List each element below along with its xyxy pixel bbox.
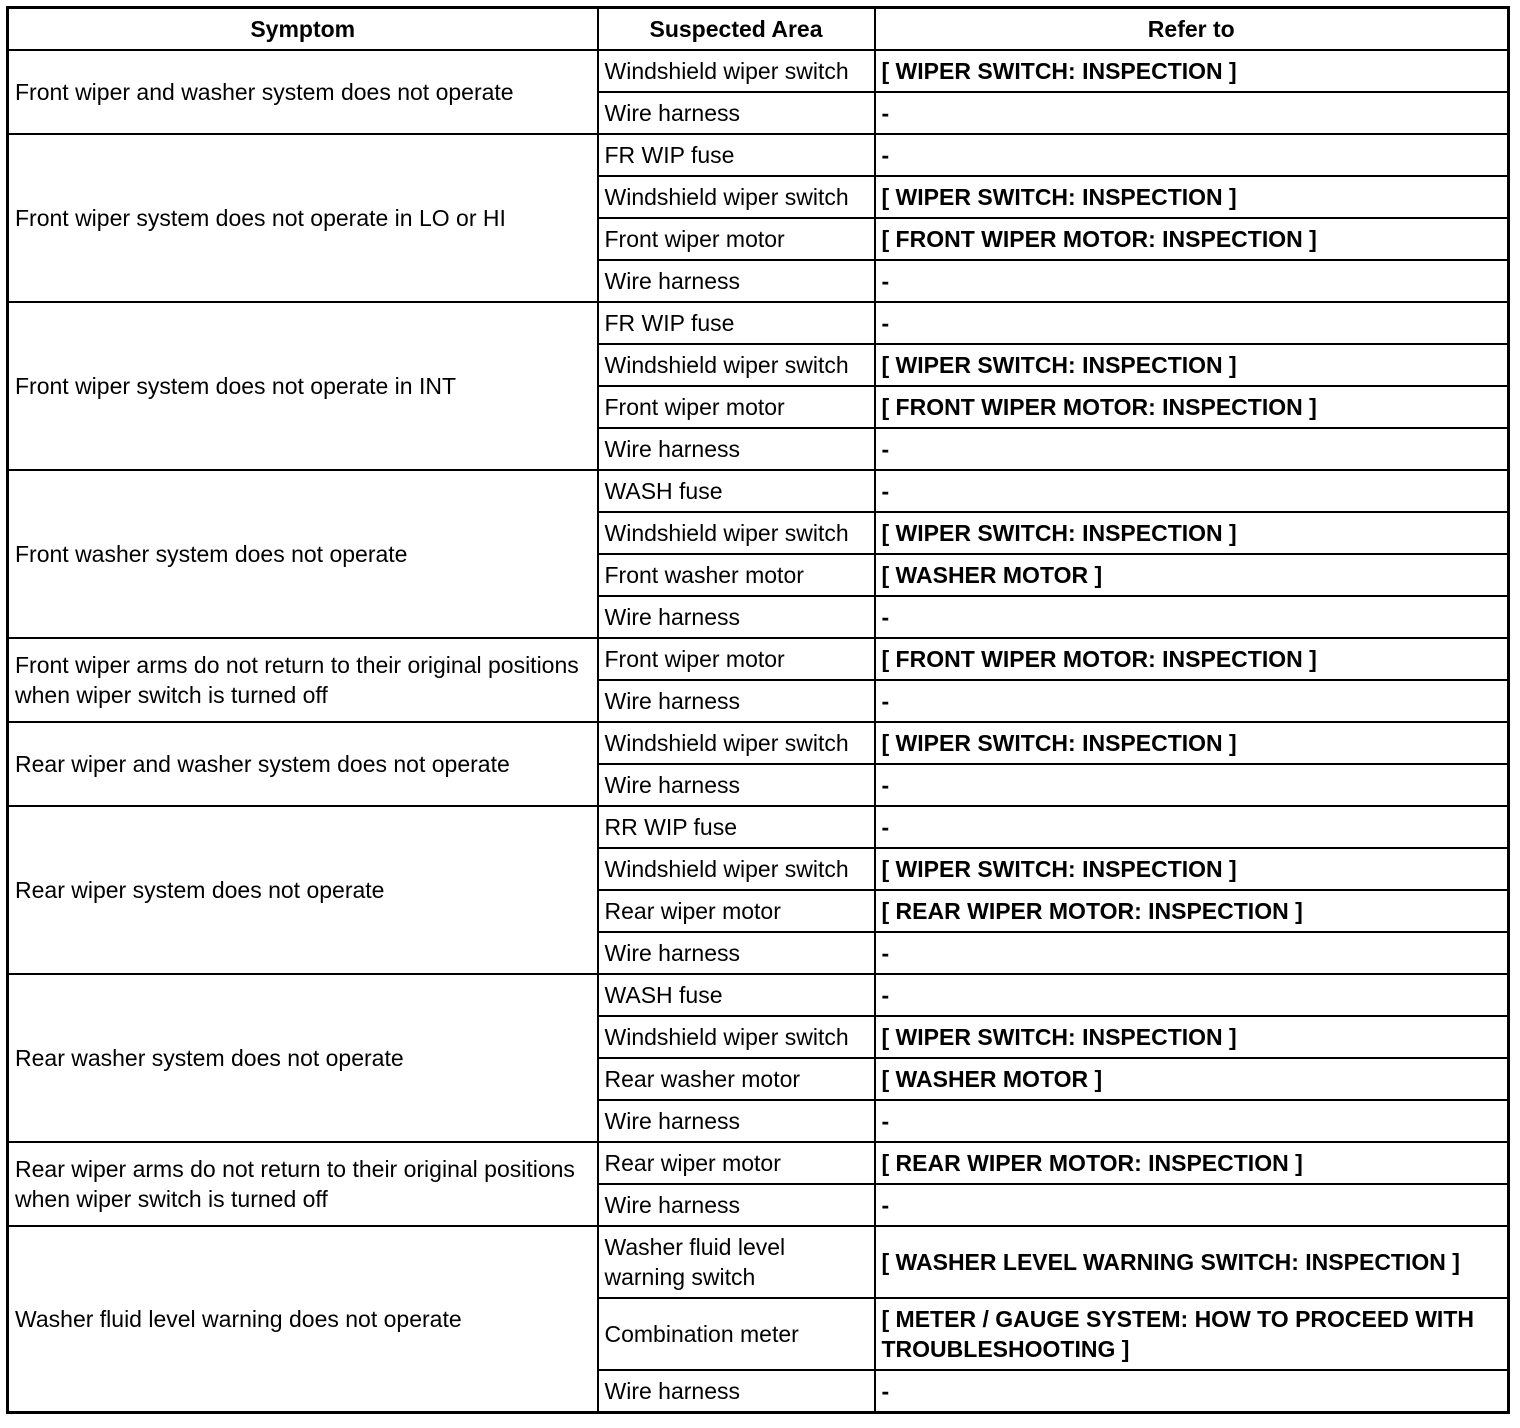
- suspected-area-cell: Front wiper motor: [598, 218, 875, 260]
- table-row: [8, 1142, 1509, 1184]
- refer-to-cell: [ REAR WIPER MOTOR: INSPECTION ]: [875, 1142, 1509, 1184]
- suspected-area-cell: Wire harness: [598, 428, 875, 470]
- symptom-cell: Rear wiper system does not operate: [8, 806, 598, 974]
- troubleshooting-table: [6, 6, 1510, 1414]
- refer-to-cell: [ FRONT WIPER MOTOR: INSPECTION ]: [875, 218, 1509, 260]
- suspected-area-cell: Wire harness: [598, 1100, 875, 1142]
- suspected-area-cell: Rear washer motor: [598, 1058, 875, 1100]
- refer-to-cell: [ WIPER SWITCH: INSPECTION ]: [875, 176, 1509, 218]
- header-row: [8, 8, 1509, 51]
- suspected-area-cell: Wire harness: [598, 260, 875, 302]
- suspected-area-cell: WASH fuse: [598, 974, 875, 1016]
- suspected-area-cell: Front washer motor: [598, 554, 875, 596]
- table-row: [8, 134, 1509, 176]
- symptom-cell: Front wiper arms do not return to their original positions when wiper switch is turned off: [8, 638, 598, 722]
- suspected-area-cell: Windshield wiper switch: [598, 848, 875, 890]
- suspected-area-cell: Wire harness: [598, 596, 875, 638]
- suspected-area-cell: FR WIP fuse: [598, 134, 875, 176]
- refer-to-cell: [ METER / GAUGE SYSTEM: HOW TO PROCEED WITH TROUBLESHOOTING ]: [875, 1298, 1509, 1370]
- suspected-area-cell: Front wiper motor: [598, 386, 875, 428]
- refer-to-cell: -: [875, 596, 1509, 638]
- suspected-area-cell: Wire harness: [598, 92, 875, 134]
- table-row: [8, 638, 1509, 680]
- symptom-cell: Rear wiper arms do not return to their original positions when wiper switch is turned off: [8, 1142, 598, 1226]
- refer-to-cell: [ WASHER LEVEL WARNING SWITCH: INSPECTION ]: [875, 1226, 1509, 1298]
- suspected-area-cell: Windshield wiper switch: [598, 176, 875, 218]
- refer-to-cell: [ WIPER SWITCH: INSPECTION ]: [875, 512, 1509, 554]
- refer-to-cell: [ WIPER SWITCH: INSPECTION ]: [875, 848, 1509, 890]
- table-row: [8, 302, 1509, 344]
- refer-to-cell: -: [875, 260, 1509, 302]
- suspected-area-cell: Windshield wiper switch: [598, 50, 875, 92]
- refer-to-cell: -: [875, 470, 1509, 512]
- suspected-area-cell: WASH fuse: [598, 470, 875, 512]
- header-refer-to: Refer to: [875, 8, 1509, 51]
- suspected-area-cell: Windshield wiper switch: [598, 722, 875, 764]
- refer-to-cell: -: [875, 134, 1509, 176]
- refer-to-cell: -: [875, 1184, 1509, 1226]
- refer-to-cell: -: [875, 932, 1509, 974]
- suspected-area-cell: Rear wiper motor: [598, 1142, 875, 1184]
- refer-to-cell: -: [875, 92, 1509, 134]
- suspected-area-cell: Washer fluid level warning switch: [598, 1226, 875, 1298]
- refer-to-cell: [ WASHER MOTOR ]: [875, 554, 1509, 596]
- refer-to-cell: [ WASHER MOTOR ]: [875, 1058, 1509, 1100]
- table-row: [8, 50, 1509, 92]
- symptom-cell: Front wiper and washer system does not operate: [8, 50, 598, 134]
- symptom-cell: Front wiper system does not operate in INT: [8, 302, 598, 470]
- header-symptom: Symptom: [8, 8, 598, 51]
- suspected-area-cell: Wire harness: [598, 1370, 875, 1413]
- refer-to-cell: [ WIPER SWITCH: INSPECTION ]: [875, 722, 1509, 764]
- suspected-area-cell: Wire harness: [598, 764, 875, 806]
- refer-to-cell: [ WIPER SWITCH: INSPECTION ]: [875, 1016, 1509, 1058]
- table-row: [8, 722, 1509, 764]
- table-row: [8, 1226, 1509, 1298]
- symptom-cell: Washer fluid level warning does not operate: [8, 1226, 598, 1413]
- table-row: [8, 806, 1509, 848]
- refer-to-cell: -: [875, 302, 1509, 344]
- suspected-area-cell: Rear wiper motor: [598, 890, 875, 932]
- suspected-area-cell: Wire harness: [598, 1184, 875, 1226]
- suspected-area-cell: Front wiper motor: [598, 638, 875, 680]
- refer-to-cell: [ WIPER SWITCH: INSPECTION ]: [875, 344, 1509, 386]
- symptom-cell: Rear washer system does not operate: [8, 974, 598, 1142]
- symptom-cell: Front wiper system does not operate in LO or HI: [8, 134, 598, 302]
- symptom-cell: Front washer system does not operate: [8, 470, 598, 638]
- header-suspected-area: Suspected Area: [598, 8, 875, 51]
- suspected-area-cell: Windshield wiper switch: [598, 512, 875, 554]
- refer-to-cell: -: [875, 1370, 1509, 1413]
- suspected-area-cell: Wire harness: [598, 932, 875, 974]
- refer-to-cell: [ FRONT WIPER MOTOR: INSPECTION ]: [875, 638, 1509, 680]
- refer-to-cell: [ WIPER SWITCH: INSPECTION ]: [875, 50, 1509, 92]
- refer-to-cell: [ REAR WIPER MOTOR: INSPECTION ]: [875, 890, 1509, 932]
- refer-to-cell: [ FRONT WIPER MOTOR: INSPECTION ]: [875, 386, 1509, 428]
- suspected-area-cell: RR WIP fuse: [598, 806, 875, 848]
- refer-to-cell: -: [875, 764, 1509, 806]
- refer-to-cell: -: [875, 428, 1509, 470]
- refer-to-cell: -: [875, 680, 1509, 722]
- table-row: [8, 470, 1509, 512]
- suspected-area-cell: Combination meter: [598, 1298, 875, 1370]
- suspected-area-cell: Wire harness: [598, 680, 875, 722]
- symptom-cell: Rear wiper and washer system does not operate: [8, 722, 598, 806]
- refer-to-cell: -: [875, 974, 1509, 1016]
- refer-to-cell: -: [875, 806, 1509, 848]
- suspected-area-cell: Windshield wiper switch: [598, 344, 875, 386]
- suspected-area-cell: FR WIP fuse: [598, 302, 875, 344]
- table-row: [8, 974, 1509, 1016]
- suspected-area-cell: Windshield wiper switch: [598, 1016, 875, 1058]
- table-body: [8, 50, 1509, 1413]
- refer-to-cell: -: [875, 1100, 1509, 1142]
